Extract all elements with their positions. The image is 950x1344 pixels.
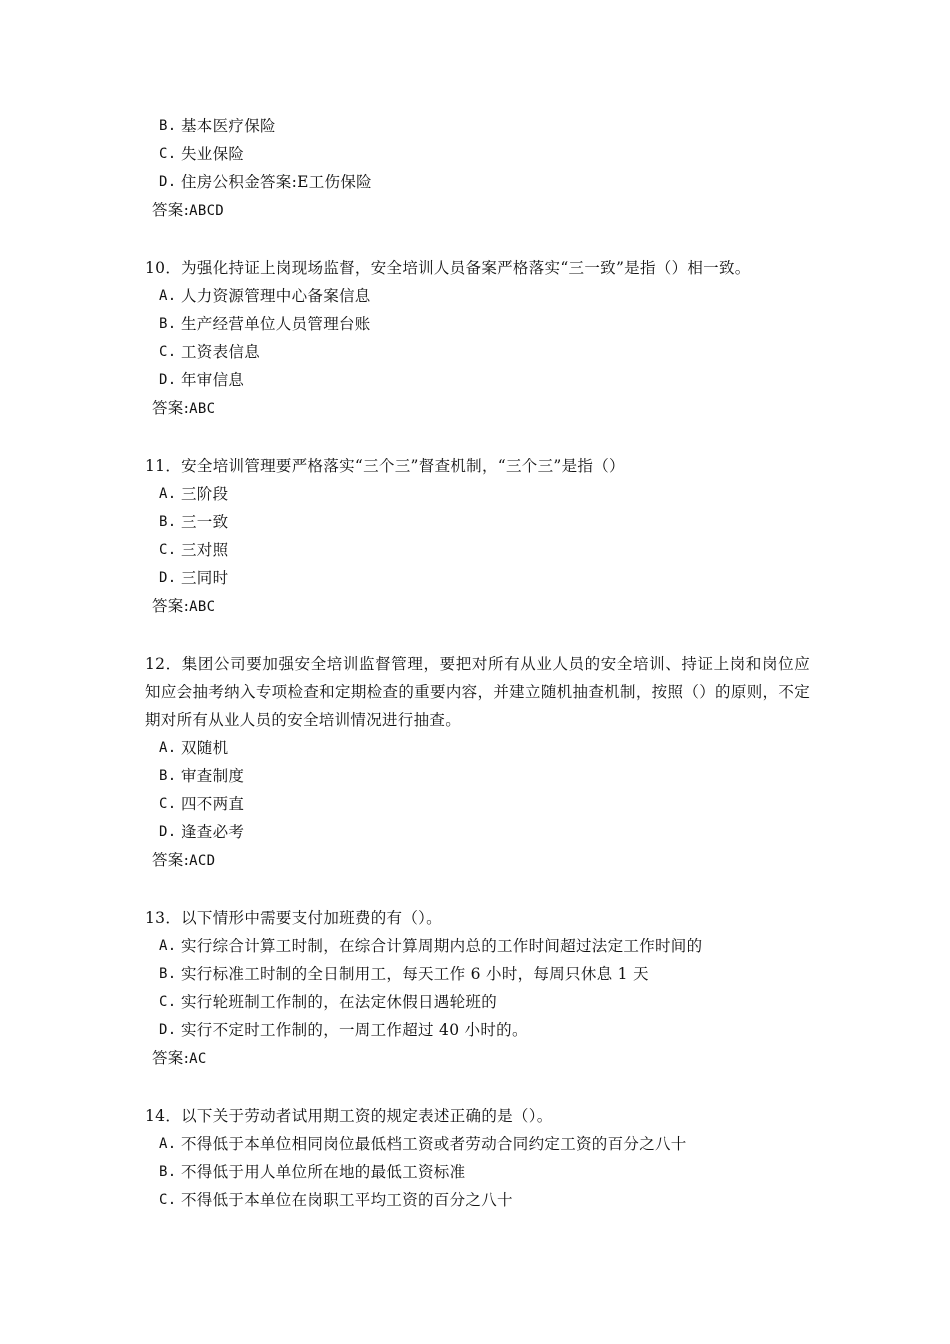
question-stem: 10．为强化持证上岗现场监督，安全培训人员备案严格落实“三一致”是指（）相一致。: [145, 259, 751, 277]
option-d: [145, 564, 810, 592]
option-d: [145, 1016, 810, 1044]
option-a: [145, 480, 810, 508]
option-b: [145, 960, 810, 988]
option-letter: A.: [159, 1136, 177, 1152]
answer-label: 答案:: [152, 851, 190, 869]
answer-line: [145, 1044, 810, 1073]
option-text: 三同时: [181, 569, 229, 587]
option-d: [145, 818, 810, 846]
answer-line: [145, 394, 810, 423]
option-b: [145, 1158, 810, 1186]
option-text: 实行不定时工作制的，一周工作超过 40 小时的。: [181, 1021, 528, 1039]
option-d: [145, 168, 810, 196]
option-letter: C.: [159, 796, 177, 812]
option-text: 年审信息: [181, 371, 245, 389]
answer-line: [145, 592, 810, 621]
question-stem: 11．安全培训管理要严格落实“三个三”督查机制，“三个三”是指（）: [145, 457, 625, 475]
question-14: [145, 1102, 810, 1214]
option-letter: C.: [159, 146, 177, 162]
option-b: [145, 310, 810, 338]
option-text: 工资表信息: [181, 343, 261, 361]
option-letter: A.: [159, 486, 177, 502]
option-text: 生产经营单位人员管理台账: [181, 315, 371, 333]
answer-line: [145, 196, 810, 225]
option-a: [145, 932, 810, 960]
option-text: 三一致: [181, 513, 229, 531]
answer-value: ABC: [189, 401, 216, 417]
option-letter: D.: [159, 824, 177, 840]
option-text: 失业保险: [181, 145, 245, 163]
answer-line: [145, 846, 810, 875]
option-letter: A.: [159, 288, 177, 304]
answer-label: 答案:: [152, 1049, 190, 1067]
option-text: 基本医疗保险: [181, 117, 276, 135]
answer-value: ABC: [189, 599, 216, 615]
option-a: [145, 734, 810, 762]
option-letter: B.: [159, 1164, 177, 1180]
answer-value: AC: [189, 1051, 207, 1067]
option-letter: B.: [159, 316, 177, 332]
question-12: [145, 650, 810, 875]
option-c: [145, 1186, 810, 1214]
option-letter: C.: [159, 344, 177, 360]
option-text: 双随机: [181, 739, 229, 757]
option-letter: B.: [159, 514, 177, 530]
question-stem: 12．集团公司要加强安全培训监督管理，要把对所有从业人员的安全培训、持证上岗和岗位应知应会抽考纳入专项检查和定期检查的重要内容，并建立随机抽查机制，按照（）的原则，不定期对所有从业人员的安全培训情况进行抽查。: [145, 655, 810, 729]
option-d: [145, 366, 810, 394]
option-text: 实行标准工时制的全日制用工，每天工作 6 小时，每周只休息 1 天: [181, 965, 649, 983]
question-11: [145, 452, 810, 621]
option-letter: D.: [159, 372, 177, 388]
option-b: [145, 112, 810, 140]
answer-label: 答案:: [152, 201, 190, 219]
option-c: [145, 338, 810, 366]
option-text: 不得低于用人单位所在地的最低工资标准: [181, 1163, 466, 1181]
option-b: [145, 508, 810, 536]
question-stem: 14．以下关于劳动者试用期工资的规定表述正确的是（）。: [145, 1107, 553, 1125]
option-text: 住房公积金答案:E工伤保险: [181, 173, 372, 191]
option-c: [145, 790, 810, 818]
option-text: 逢查必考: [181, 823, 245, 841]
option-text: 实行综合计算工时制，在综合计算周期内总的工作时间超过法定工作时间的: [181, 937, 703, 955]
option-letter: B.: [159, 768, 177, 784]
question-stem: 13．以下情形中需要支付加班费的有（）。: [145, 909, 442, 927]
option-a: [145, 1130, 810, 1158]
answer-label: 答案:: [152, 399, 190, 417]
option-letter: D.: [159, 1022, 177, 1038]
option-text: 不得低于本单位在岗职工平均工资的百分之八十: [181, 1191, 513, 1209]
option-c: [145, 988, 810, 1016]
answer-value: ABCD: [189, 203, 225, 219]
option-text: 三阶段: [181, 485, 229, 503]
option-c: [145, 536, 810, 564]
option-letter: C.: [159, 1192, 177, 1208]
option-letter: A.: [159, 938, 177, 954]
option-letter: D.: [159, 570, 177, 586]
option-letter: B.: [159, 118, 177, 134]
option-text: 人力资源管理中心备案信息: [181, 287, 371, 305]
option-a: [145, 282, 810, 310]
option-text: 审查制度: [181, 767, 245, 785]
answer-value: ACD: [189, 853, 216, 869]
option-c: [145, 140, 810, 168]
question-13: [145, 904, 810, 1073]
option-text: 不得低于本单位相同岗位最低档工资或者劳动合同约定工资的百分之八十: [181, 1135, 687, 1153]
option-text: 实行轮班制工作制的，在法定休假日遇轮班的: [181, 993, 498, 1011]
option-letter: C.: [159, 542, 177, 558]
option-letter: D.: [159, 174, 177, 190]
option-b: [145, 762, 810, 790]
option-letter: C.: [159, 994, 177, 1010]
option-letter: A.: [159, 740, 177, 756]
option-text: 三对照: [181, 541, 229, 559]
question-9: [145, 112, 810, 225]
answer-label: 答案:: [152, 597, 190, 615]
question-10: [145, 254, 810, 423]
option-letter: B.: [159, 966, 177, 982]
option-text: 四不两直: [181, 795, 245, 813]
